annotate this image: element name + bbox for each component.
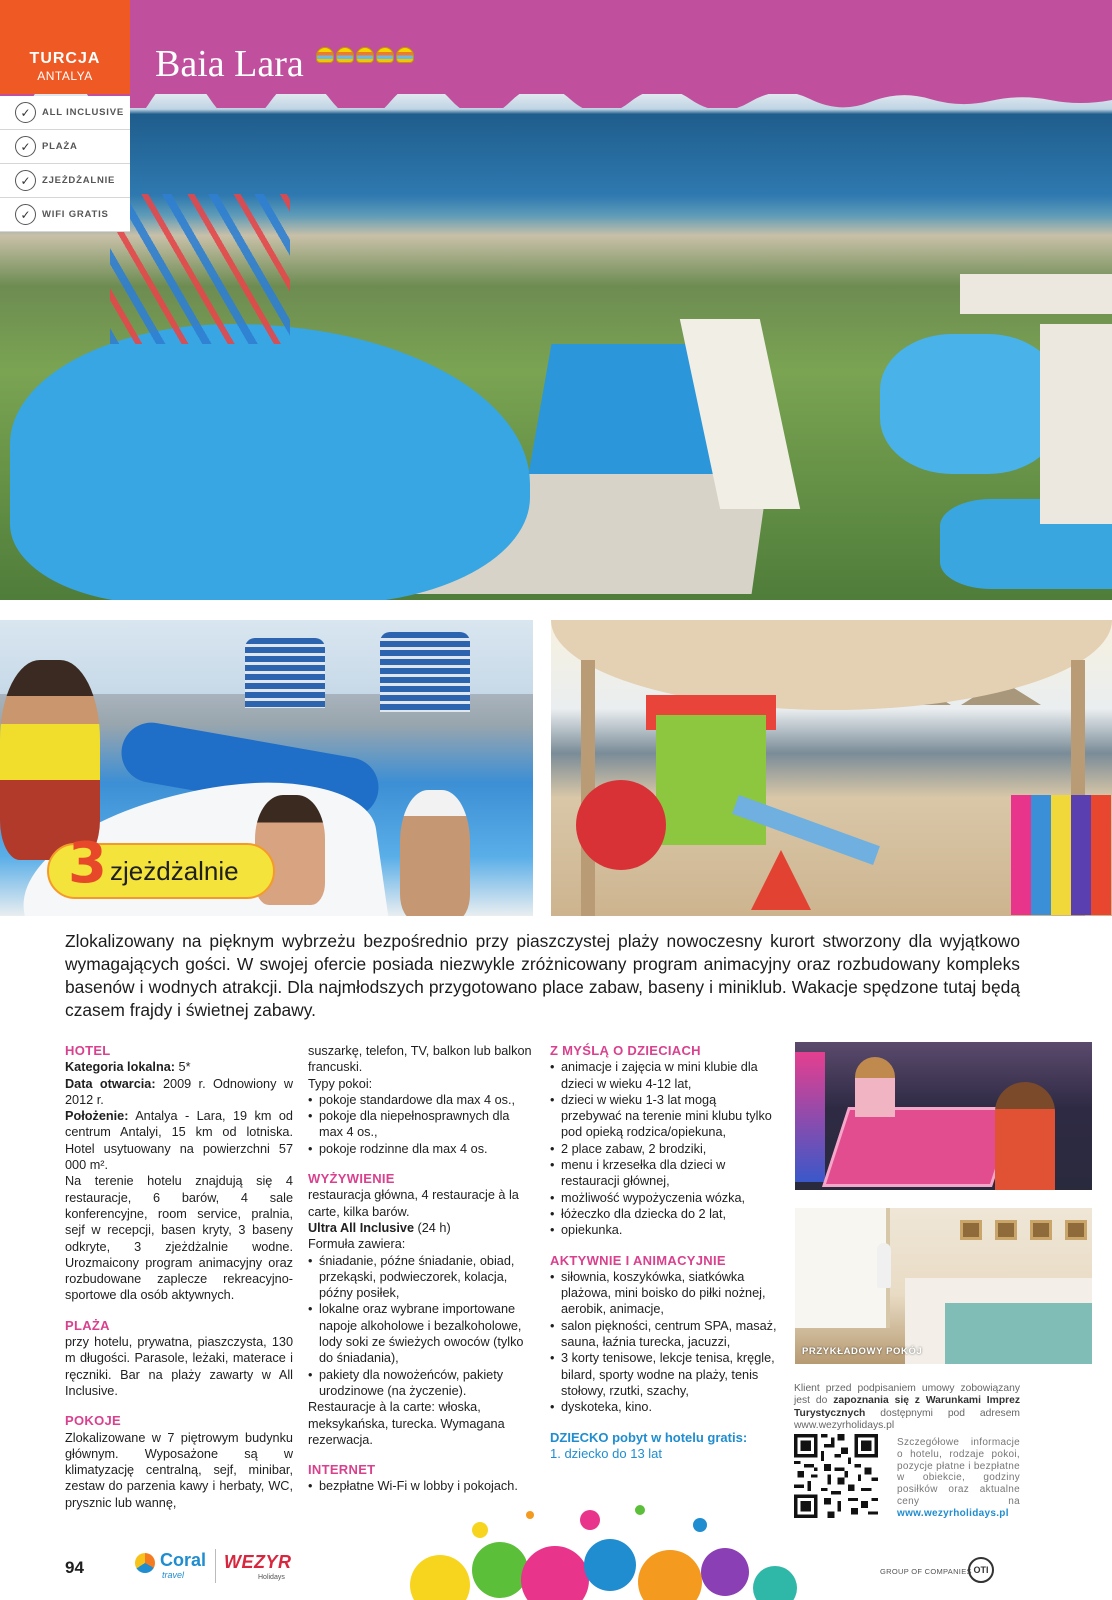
water-slides <box>110 194 290 344</box>
lifeguard <box>0 660 100 860</box>
column-hotel <box>65 1043 293 1511</box>
list-item: • 3 korty tenisowe, lekcje tenisa, kręgle, bilard, sporty wodne na plaży, tenis stołowy, rzutki, szachy, <box>550 1350 778 1399</box>
check-icon: ✓ <box>15 136 36 157</box>
kids-list <box>550 1059 778 1238</box>
coral-logo-icon <box>135 1553 155 1573</box>
column-rooms-food <box>308 1043 534 1495</box>
hotel-building <box>245 638 325 708</box>
room-types-list <box>308 1092 534 1157</box>
pool-right <box>880 334 1060 474</box>
food-items-list <box>308 1253 534 1400</box>
child <box>995 1082 1055 1190</box>
badge-label: WIFI GRATIS <box>42 209 109 220</box>
active-list <box>550 1269 778 1416</box>
check-icon: ✓ <box>15 204 36 225</box>
disclaimer: Klient przed podpisaniem umowy zobowiązany jest do zapoznania się z Warunkami Imprez Turystycznych dostępnymi pod adresem www.wezyrholidays.pl <box>794 1383 1020 1432</box>
photo-kids-club <box>795 1042 1092 1190</box>
coral-brand: Coral <box>160 1550 207 1570</box>
intro-text: Zlokalizowany na pięknym wybrzeżu bezpośrednio przy piaszczystej plaży nowoczesny kurort stworzony dla wyjątkowo wymagających gości. W swojej ofercie posiada niezwykle zróżnicowany program animacyjny oraz rozbudowany kompleks basenów i wodnych atrakcji. Dla najmłodszych przygotowano place zabaw, baseny i miniklub. Wakacje spędzone tutaj będą czasem frajdy i świetnej zabawy. <box>65 931 1020 1020</box>
badge-all-inclusive <box>0 96 130 130</box>
wall-picture <box>960 1220 982 1240</box>
section-heading-rooms: POKOJE <box>65 1413 121 1429</box>
region-label: ANTALYA <box>37 69 93 83</box>
building-roof <box>960 274 1112 314</box>
badge-wifi <box>0 198 130 232</box>
wall-picture <box>1065 1220 1087 1240</box>
tent-pole <box>581 660 595 916</box>
hotel-building <box>380 632 470 712</box>
rating-star-icon <box>396 47 414 63</box>
list-item: • lokalne oraz wybrane importowane napoje alkoholowe i bezalkoholowe, lody soki ze świeżych owoców (tylko do śniadania), <box>308 1301 534 1366</box>
child-free-text: 1. dziecko do 13 lat <box>550 1445 663 1461</box>
badge-slides <box>0 164 130 198</box>
section-heading-kids: Z MYŚLĄ O DZIECIACH <box>550 1043 701 1058</box>
hero-photo-resort <box>0 94 1112 600</box>
list-item: • siłownia, koszykówka, siatkówka plażowa, mini boisko do piłki nożnej, aerobik, animacje, <box>550 1269 778 1318</box>
coral-brand-sub: travel <box>162 1570 185 1580</box>
rooms-text: Zlokalizowane w 7 piętrowym budynku głównym. Wyposażone są w klimatyzację centralną, sejf, minibar, zestaw do parzenia kawy i herbaty, WC, prysznic lub wannę, <box>65 1430 293 1510</box>
section-heading-active: AKTYWNIE I ANIMACYJNIE <box>550 1252 726 1268</box>
beach-text: przy hotelu, prywatna, piaszczysta, 130 m długości. Parasole, leżaki, materace i ręczniki. Bar na plaży zawarty w All Inclusive. <box>65 1335 293 1398</box>
hotel-facilities: Na terenie hotelu znajdują się 4 restauracje, 6 barów, 4 sale konferencyjne, room service, pralnia, sejf w recepcji, basen kryty, 3 baseny odkryte, 3 zjeżdżalnie wodne. Urozmaicony program animacyjny oraz rozbudowane zaplecze rekreacyjno-sportowe dla osób aktywnych. <box>65 1174 293 1303</box>
room-types-label: Typy pokoi: <box>308 1076 373 1091</box>
list-item: • bezpłatne Wi-Fi w lobby i pokojach. <box>308 1478 534 1494</box>
list-item: • pokoje dla niepełnosprawnych dla max 4 os., <box>308 1108 534 1141</box>
list-item: • łóżeczko dla dziecka do 2 lat, <box>550 1206 778 1222</box>
oti-logo: OTI <box>968 1557 994 1583</box>
child <box>855 1057 895 1117</box>
wezyr-brand: WEZYR <box>224 1552 292 1572</box>
list-item: • menu i krzesełka dla dzieci w restauracji głównej, <box>550 1157 778 1190</box>
section-heading-hotel: HOTEL <box>65 1043 111 1058</box>
check-icon: ✓ <box>15 102 36 123</box>
page-number: 94 <box>65 1558 84 1577</box>
list-item: • pakiety dla nowożeńców, pakiety urodzinowe (na życzenie). <box>308 1367 534 1400</box>
list-item: • pokoje standardowe dla max 4 os., <box>308 1092 534 1108</box>
colored-panels <box>1011 795 1111 915</box>
badge-label: ZJEŻDŻALNIE <box>42 175 116 186</box>
badge-beach <box>0 130 130 164</box>
torn-edge <box>0 94 1112 108</box>
air-hockey-table <box>822 1107 1018 1187</box>
list-item: • 2 place zabaw, 2 brodziki, <box>550 1141 778 1157</box>
arcade-machine <box>795 1052 825 1182</box>
list-item: • pokoje rodzinne dla max 4 os. <box>308 1141 534 1157</box>
food-alacarte: Restauracje à la carte: włoska, meksykańska, turecka. Wymagana rezerwacja. <box>308 1400 505 1447</box>
list-item: • opiekunka. <box>550 1222 778 1238</box>
website-link[interactable]: www.wezyrholidays.pl <box>897 1507 1009 1519</box>
rating-star-icon <box>356 47 374 63</box>
section-heading-internet: INTERNET <box>308 1462 376 1478</box>
hotel-location: Położenie: Antalya - Lara, 19 km od centrum Antalyi, 15 km od lotniska. Hotel usytuowany na powierzchni 57 000 m². <box>65 1109 293 1173</box>
section-heading-beach: PLAŻA <box>65 1317 110 1333</box>
tent-canopy <box>551 620 1112 710</box>
hotel-title: Baia Lara <box>155 43 304 85</box>
wezyr-brand-sub: Holidays <box>258 1574 285 1581</box>
playhouse <box>656 715 766 845</box>
check-icon: ✓ <box>15 170 36 191</box>
badge-label: PLAŻA <box>42 141 78 152</box>
photo-sample-room <box>795 1208 1092 1364</box>
hotel-opening: Data otwarcia: 2009 r. Odnowiony w 2012 r. <box>65 1076 293 1107</box>
wall-picture <box>995 1220 1017 1240</box>
rooms-text-cont: suszarkę, telefon, TV, balkon lub balkon francuski. <box>308 1044 532 1075</box>
rating-star-icon <box>316 47 334 63</box>
list-item: • możliwość wypożyczenia wózka, <box>550 1190 778 1206</box>
guest-figure <box>877 1243 891 1288</box>
list-item: • salon piękności, centrum SPA, masaż, sauna, łaźnia turecka, jacuzzi, <box>550 1318 778 1351</box>
country-box <box>0 0 130 96</box>
sample-room-label: PRZYKŁADOWY POKÓJ <box>802 1346 923 1357</box>
rating-star-icon <box>336 47 354 63</box>
paint-splash-decoration <box>380 1490 810 1600</box>
toy-cone <box>751 850 811 910</box>
group-of-companies: GROUP OF COMPANIES <box>880 1567 972 1576</box>
wall-picture <box>1030 1220 1052 1240</box>
bed-cover <box>945 1303 1092 1364</box>
rating-star-icon <box>376 47 394 63</box>
pool-main <box>10 324 530 600</box>
rocking-toy <box>576 780 666 870</box>
guest-woman <box>400 790 470 916</box>
food-text: restauracja główna, 4 restauracje à la carte, kilka barów. <box>308 1188 519 1219</box>
country-label: TURCJA <box>29 50 101 67</box>
building-roof <box>1040 324 1112 524</box>
list-item: • animacje i zajęcia w mini klubie dla dzieci w wieku 4-12 lat, <box>550 1059 778 1092</box>
qr-info-text: Szczegółowe informacje o hotelu, rodzaje pokoi, pozycje płatne i bezpłatne w obiekcie, godziny posiłków oraz aktualne ceny na www.wezyrholidays.pl <box>897 1437 1020 1519</box>
slides-badge-text: zjeżdżalnie <box>110 856 239 886</box>
slides-count: 3 <box>68 831 107 896</box>
column-kids-active <box>550 1043 778 1462</box>
star-rating <box>316 47 414 63</box>
window <box>795 1208 890 1328</box>
hotel-category: Kategoria lokalna: 5* <box>65 1060 191 1075</box>
feature-badges <box>0 96 130 232</box>
photo-playground <box>551 620 1112 916</box>
food-formula-label: Formuła zawiera: <box>308 1237 406 1252</box>
logo-divider <box>215 1549 216 1583</box>
list-item: • dzieci w wieku 1-3 lat mogą przebywać na terenie mini klubu tylko pod opieką rodzica/opiekuna, <box>550 1092 778 1141</box>
food-plan: Ultra All Inclusive (24 h) <box>308 1220 451 1235</box>
section-heading-food: WYŻYWIENIE <box>308 1171 395 1187</box>
badge-label: ALL INCLUSIVE <box>42 107 125 118</box>
child-free-heading: DZIECKO pobyt w hotelu gratis: <box>550 1429 748 1445</box>
list-item: • dyskoteka, kino. <box>550 1399 778 1415</box>
list-item: • śniadanie, późne śniadanie, obiad, przekąski, podwieczorek, kolacja, późny posiłek, <box>308 1253 534 1302</box>
